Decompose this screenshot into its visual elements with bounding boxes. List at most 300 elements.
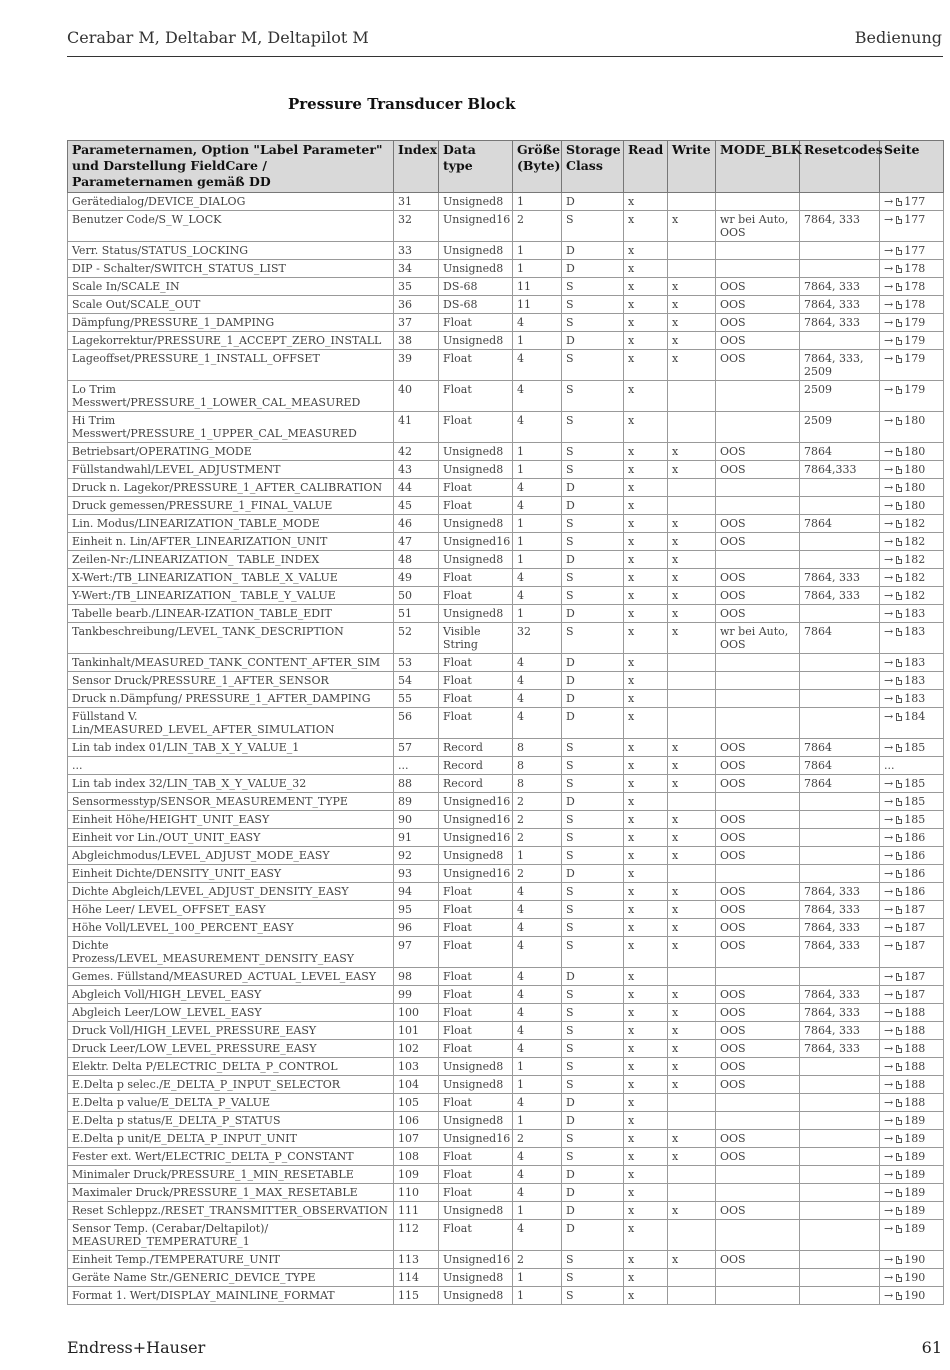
table-cell: D	[562, 260, 624, 278]
table-cell: 2	[513, 829, 562, 847]
table-cell: S	[562, 278, 624, 296]
page-reference-number: 180	[904, 499, 926, 512]
page-document-icon	[896, 592, 902, 600]
table-cell: S	[562, 811, 624, 829]
table-cell: Unsigned8	[439, 1202, 513, 1220]
table-cell: x	[668, 1076, 716, 1094]
page-document-icon	[896, 852, 902, 860]
table-cell: 7864	[800, 775, 880, 793]
page-document-icon	[896, 1153, 902, 1161]
table-cell: 101	[394, 1022, 439, 1040]
page-reference-arrow: →	[884, 849, 894, 862]
page-document-icon	[896, 1256, 902, 1264]
table-cell	[668, 672, 716, 690]
table-cell	[668, 1184, 716, 1202]
page-reference-cell	[880, 986, 944, 1004]
table-row	[68, 654, 944, 672]
page-document-icon	[896, 798, 902, 806]
table-cell: x	[624, 1251, 668, 1269]
table-cell: 94	[394, 883, 439, 901]
table-cell: Füllstandwahl/LEVEL_ADJUSTMENT	[68, 461, 394, 479]
table-cell: OOS	[716, 461, 800, 479]
page-reference-cell	[880, 533, 944, 551]
table-cell: 1	[513, 1202, 562, 1220]
table-cell: 4	[513, 1004, 562, 1022]
table-cell: OOS	[716, 1022, 800, 1040]
table-cell: x	[624, 901, 668, 919]
page-document-icon	[896, 991, 902, 999]
page-number: 61	[921, 1338, 942, 1357]
page-reference-cell	[880, 1287, 944, 1305]
page-reference-arrow: →	[884, 885, 894, 898]
page-reference-arrow: →	[884, 481, 894, 494]
header-divider	[67, 56, 943, 57]
table-cell: Float	[439, 672, 513, 690]
table-cell: Tankbeschreibung/LEVEL_TANK_DESCRIPTION	[68, 623, 394, 654]
page-reference-number: 184	[904, 710, 926, 723]
table-cell: 4	[513, 690, 562, 708]
page-reference-number: 178	[904, 280, 926, 293]
page-reference-number: 185	[904, 777, 926, 790]
page-reference-number: 189	[904, 1204, 926, 1217]
table-cell: Lin. Modus/LINEARIZATION_TABLE_MODE	[68, 515, 394, 533]
table-cell: OOS	[716, 569, 800, 587]
table-cell: Unsigned8	[439, 242, 513, 260]
table-cell: 7864, 333, 2509	[800, 350, 880, 381]
page-reference-arrow: →	[884, 1186, 894, 1199]
page-reference-arrow: →	[884, 970, 894, 983]
table-cell: S	[562, 623, 624, 654]
table-cell	[800, 1220, 880, 1251]
table-cell: 1	[513, 1269, 562, 1287]
page-reference-number: 180	[904, 463, 926, 476]
table-cell: x	[668, 1022, 716, 1040]
page-reference-cell	[880, 278, 944, 296]
table-cell: 4	[513, 497, 562, 515]
table-cell	[800, 242, 880, 260]
page-reference-cell	[880, 569, 944, 587]
table-cell: OOS	[716, 811, 800, 829]
page-document-icon	[896, 1171, 902, 1179]
table-cell	[800, 551, 880, 569]
page-reference-arrow: →	[884, 988, 894, 1001]
table-row	[68, 968, 944, 986]
table-cell: 112	[394, 1220, 439, 1251]
table-cell	[716, 1094, 800, 1112]
page-reference-number: 182	[904, 571, 926, 584]
page-reference-arrow: →	[884, 1060, 894, 1073]
table-cell: 107	[394, 1130, 439, 1148]
table-cell: 2	[513, 811, 562, 829]
table-cell: S	[562, 757, 624, 775]
table-cell: Lin tab index 32/LIN_TAB_X_Y_VALUE_32	[68, 775, 394, 793]
table-cell: 4	[513, 986, 562, 1004]
table-cell	[800, 260, 880, 278]
table-cell: Y-Wert:/TB_LINEARIZATION_ TABLE_Y_VALUE	[68, 587, 394, 605]
page-reference-cell	[880, 193, 944, 211]
table-cell	[668, 381, 716, 412]
table-cell: 7864	[800, 757, 880, 775]
table-cell: S	[562, 515, 624, 533]
page-reference-cell	[880, 829, 944, 847]
page-reference-arrow: →	[884, 517, 894, 530]
table-cell: 42	[394, 443, 439, 461]
page-reference-cell	[880, 623, 944, 654]
page-reference-number: 185	[904, 741, 926, 754]
table-row	[68, 1220, 944, 1251]
table-cell: OOS	[716, 847, 800, 865]
page-document-icon	[896, 574, 902, 582]
table-cell: x	[624, 739, 668, 757]
table-cell: x	[624, 332, 668, 350]
table-cell: x	[624, 1094, 668, 1112]
table-cell: OOS	[716, 937, 800, 968]
table-cell: 1	[513, 605, 562, 623]
page-reference-cell	[880, 865, 944, 883]
table-cell: Float	[439, 350, 513, 381]
table-cell: 104	[394, 1076, 439, 1094]
page-reference-arrow: →	[884, 1078, 894, 1091]
table-cell: Float	[439, 1094, 513, 1112]
table-cell: OOS	[716, 332, 800, 350]
table-cell: Maximaler Druck/PRESSURE_1_MAX_RESETABLE	[68, 1184, 394, 1202]
table-cell	[800, 533, 880, 551]
table-cell: 1	[513, 193, 562, 211]
page-reference-number: 187	[904, 970, 926, 983]
table-cell: S	[562, 1269, 624, 1287]
table-cell	[716, 412, 800, 443]
page-reference-arrow: →	[884, 535, 894, 548]
table-cell: S	[562, 314, 624, 332]
table-cell: x	[624, 587, 668, 605]
page-document-icon	[896, 973, 902, 981]
page-document-icon	[896, 538, 902, 546]
table-cell: Unsigned16	[439, 1130, 513, 1148]
table-cell: 103	[394, 1058, 439, 1076]
table-cell: OOS	[716, 829, 800, 847]
table-cell: x	[668, 314, 716, 332]
table-cell	[800, 1166, 880, 1184]
table-cell	[668, 479, 716, 497]
page-reference-number: 189	[904, 1222, 926, 1235]
table-cell	[668, 865, 716, 883]
table-cell: D	[562, 1184, 624, 1202]
table-cell: E.Delta p value/E_DELTA_P_VALUE	[68, 1094, 394, 1112]
table-row	[68, 847, 944, 865]
table-cell: 4	[513, 901, 562, 919]
page-document-icon	[896, 198, 902, 206]
table-cell: x	[668, 605, 716, 623]
page-reference-number: 178	[904, 298, 926, 311]
table-row	[68, 350, 944, 381]
page-reference-cell	[880, 1148, 944, 1166]
page-reference-cell	[880, 1022, 944, 1040]
table-cell: Minimaler Druck/PRESSURE_1_MIN_RESETABLE	[68, 1166, 394, 1184]
table-cell	[668, 1269, 716, 1287]
page-reference-arrow: →	[884, 656, 894, 669]
page-reference-cell	[880, 1112, 944, 1130]
page-document-icon	[896, 417, 902, 425]
table-cell: Float	[439, 937, 513, 968]
table-cell: x	[624, 708, 668, 739]
table-cell: Unsigned8	[439, 461, 513, 479]
table-cell: x	[624, 443, 668, 461]
table-cell: Sensor Druck/PRESSURE_1_AFTER_SENSOR	[68, 672, 394, 690]
table-cell: 114	[394, 1269, 439, 1287]
table-cell: 4	[513, 381, 562, 412]
page-reference-arrow: →	[884, 777, 894, 790]
table-cell: D	[562, 1202, 624, 1220]
table-cell: Float	[439, 1004, 513, 1022]
page-document-icon	[896, 1207, 902, 1215]
table-cell: 7864, 333	[800, 901, 880, 919]
table-cell	[800, 1112, 880, 1130]
table-cell: 55	[394, 690, 439, 708]
table-row	[68, 1166, 944, 1184]
table-cell: 40	[394, 381, 439, 412]
table-cell: 7864, 333	[800, 278, 880, 296]
table-cell	[800, 654, 880, 672]
page-reference-cell	[880, 883, 944, 901]
table-cell: Float	[439, 1220, 513, 1251]
page-reference-cell	[880, 757, 944, 775]
table-cell: 4	[513, 937, 562, 968]
table-cell: OOS	[716, 986, 800, 1004]
parameter-table	[67, 140, 944, 1305]
table-row	[68, 1251, 944, 1269]
page-reference-arrow: →	[884, 316, 894, 329]
table-cell: x	[668, 332, 716, 350]
table-cell: Unsigned16	[439, 793, 513, 811]
page-reference-number: 186	[904, 885, 926, 898]
table-cell: Unsigned16	[439, 1251, 513, 1269]
table-cell: 7864	[800, 515, 880, 533]
table-cell: OOS	[716, 350, 800, 381]
table-row	[68, 672, 944, 690]
table-cell: x	[624, 811, 668, 829]
table-cell: Float	[439, 314, 513, 332]
table-cell: x	[624, 672, 668, 690]
table-cell: x	[624, 919, 668, 937]
page-document-icon	[896, 355, 902, 363]
page-reference-number: 180	[904, 445, 926, 458]
page-document-icon	[896, 484, 902, 492]
table-cell: x	[624, 1287, 668, 1305]
page-reference-cell	[880, 587, 944, 605]
table-cell	[668, 793, 716, 811]
table-cell: Float	[439, 412, 513, 443]
table-cell: x	[624, 1202, 668, 1220]
document-header-title: Cerabar M, Deltabar M, Deltapilot M	[67, 28, 369, 47]
table-cell: 93	[394, 865, 439, 883]
table-cell: 33	[394, 242, 439, 260]
table-row	[68, 986, 944, 1004]
table-row	[68, 551, 944, 569]
table-cell: 96	[394, 919, 439, 937]
page-reference-cell	[880, 479, 944, 497]
table-cell: Sensormesstyp/SENSOR_MEASUREMENT_TYPE	[68, 793, 394, 811]
table-cell: D	[562, 605, 624, 623]
table-row	[68, 775, 944, 793]
table-cell: x	[624, 1076, 668, 1094]
table-cell: D	[562, 690, 624, 708]
column-header: Resetcodes	[800, 141, 880, 193]
table-cell: 11	[513, 278, 562, 296]
table-cell: Lageoffset/PRESSURE_1_INSTALL_OFFSET	[68, 350, 394, 381]
table-cell: x	[624, 193, 668, 211]
table-cell: S	[562, 775, 624, 793]
page-reference-arrow: →	[884, 195, 894, 208]
page-reference-arrow: →	[884, 795, 894, 808]
table-row	[68, 515, 944, 533]
table-cell: x	[624, 350, 668, 381]
table-cell: 90	[394, 811, 439, 829]
page-reference-number: 186	[904, 849, 926, 862]
page-reference-arrow: →	[884, 1096, 894, 1109]
page-reference-number: 183	[904, 692, 926, 705]
table-cell: Unsigned16	[439, 533, 513, 551]
table-cell: x	[668, 847, 716, 865]
table-cell: S	[562, 587, 624, 605]
table-cell: Abgleich Voll/HIGH_LEVEL_EASY	[68, 986, 394, 1004]
table-row	[68, 443, 944, 461]
table-cell	[800, 1269, 880, 1287]
table-cell: 7864, 333	[800, 937, 880, 968]
table-cell	[668, 1166, 716, 1184]
table-cell: OOS	[716, 1251, 800, 1269]
table-cell: D	[562, 793, 624, 811]
table-cell: S	[562, 443, 624, 461]
table-cell: x	[624, 551, 668, 569]
table-cell: x	[624, 757, 668, 775]
table-cell: Unsigned8	[439, 443, 513, 461]
page-reference-cell	[880, 1130, 944, 1148]
table-cell: Float	[439, 919, 513, 937]
table-cell: E.Delta p selec./E_DELTA_P_INPUT_SELECTOR	[68, 1076, 394, 1094]
page-document-icon	[896, 659, 902, 667]
table-cell: x	[624, 1058, 668, 1076]
table-cell: Unsigned8	[439, 605, 513, 623]
table-cell: S	[562, 296, 624, 314]
table-cell: 51	[394, 605, 439, 623]
table-cell: Unsigned16	[439, 811, 513, 829]
table-cell: Druck n. Lagekor/PRESSURE_1_AFTER_CALIBRATION	[68, 479, 394, 497]
table-cell: x	[668, 986, 716, 1004]
table-cell	[800, 1251, 880, 1269]
table-cell: Tabelle bearb./LINEAR-IZATION_TABLE_EDIT	[68, 605, 394, 623]
table-cell: x	[668, 461, 716, 479]
table-cell: x	[668, 623, 716, 654]
page-reference-number: 180	[904, 481, 926, 494]
table-cell: 4	[513, 587, 562, 605]
table-cell	[716, 260, 800, 278]
table-cell: x	[668, 443, 716, 461]
table-cell	[716, 708, 800, 739]
table-cell: 1	[513, 1076, 562, 1094]
table-cell: x	[624, 829, 668, 847]
page-reference-arrow: →	[884, 741, 894, 754]
table-cell: 89	[394, 793, 439, 811]
column-header: Data type	[439, 141, 513, 193]
table-cell: x	[624, 937, 668, 968]
page-reference-arrow: →	[884, 280, 894, 293]
table-cell: OOS	[716, 1076, 800, 1094]
table-cell	[800, 1202, 880, 1220]
page-document-icon	[896, 1009, 902, 1017]
table-cell: x	[624, 381, 668, 412]
table-cell: D	[562, 497, 624, 515]
table-cell: 2	[513, 865, 562, 883]
page-document-icon	[896, 319, 902, 327]
table-cell: 2	[513, 211, 562, 242]
table-cell	[800, 1184, 880, 1202]
table-cell: D	[562, 551, 624, 569]
page-reference-cell	[880, 1004, 944, 1022]
table-cell: D	[562, 654, 624, 672]
table-cell: x	[624, 605, 668, 623]
table-cell: S	[562, 1004, 624, 1022]
table-cell: x	[624, 1184, 668, 1202]
table-cell	[668, 708, 716, 739]
table-cell: x	[624, 1112, 668, 1130]
table-cell: 1	[513, 443, 562, 461]
table-cell: x	[668, 919, 716, 937]
page-reference-cell	[880, 1076, 944, 1094]
table-cell: D	[562, 672, 624, 690]
table-cell	[716, 1220, 800, 1251]
table-cell: 4	[513, 1220, 562, 1251]
page-reference-arrow: →	[884, 383, 894, 396]
page-document-icon	[896, 713, 902, 721]
page-document-icon	[896, 1045, 902, 1053]
table-cell: 1	[513, 260, 562, 278]
table-cell: OOS	[716, 296, 800, 314]
table-cell: 7864, 333	[800, 314, 880, 332]
document-header-section: Bedienung	[854, 28, 942, 47]
table-cell: x	[624, 497, 668, 515]
table-cell: Zeilen-Nr:/LINEARIZATION_ TABLE_INDEX	[68, 551, 394, 569]
table-cell: D	[562, 1220, 624, 1251]
table-cell	[668, 242, 716, 260]
table-cell: D	[562, 1112, 624, 1130]
table-cell: Reset Schleppz./RESET_TRANSMITTER_OBSERVATION	[68, 1202, 394, 1220]
table-cell	[668, 1287, 716, 1305]
table-cell: 4	[513, 314, 562, 332]
table-cell: x	[668, 1148, 716, 1166]
page-reference-cell	[880, 1269, 944, 1287]
table-cell: Elektr. Delta P/ELECTRIC_DELTA_P_CONTROL	[68, 1058, 394, 1076]
table-cell: Einheit Temp./TEMPERATURE_UNIT	[68, 1251, 394, 1269]
table-cell: DS-68	[439, 278, 513, 296]
table-cell: Format 1. Wert/DISPLAY_MAINLINE_FORMAT	[68, 1287, 394, 1305]
table-row	[68, 883, 944, 901]
table-cell: Unsigned8	[439, 1112, 513, 1130]
page-document-icon	[896, 1292, 902, 1300]
table-cell: x	[668, 211, 716, 242]
table-cell: 95	[394, 901, 439, 919]
table-cell: Gerätedialog/DEVICE_DIALOG	[68, 193, 394, 211]
page-reference-number: 190	[904, 1253, 926, 1266]
table-cell: Float	[439, 569, 513, 587]
table-body	[68, 193, 944, 1305]
table-cell	[800, 968, 880, 986]
page-reference-cell	[880, 314, 944, 332]
column-header: Write	[668, 141, 716, 193]
table-cell: Unsigned16	[439, 829, 513, 847]
page-document-icon	[896, 265, 902, 273]
table-cell: Druck gemessen/PRESSURE_1_FINAL_VALUE	[68, 497, 394, 515]
table-cell: x	[624, 515, 668, 533]
